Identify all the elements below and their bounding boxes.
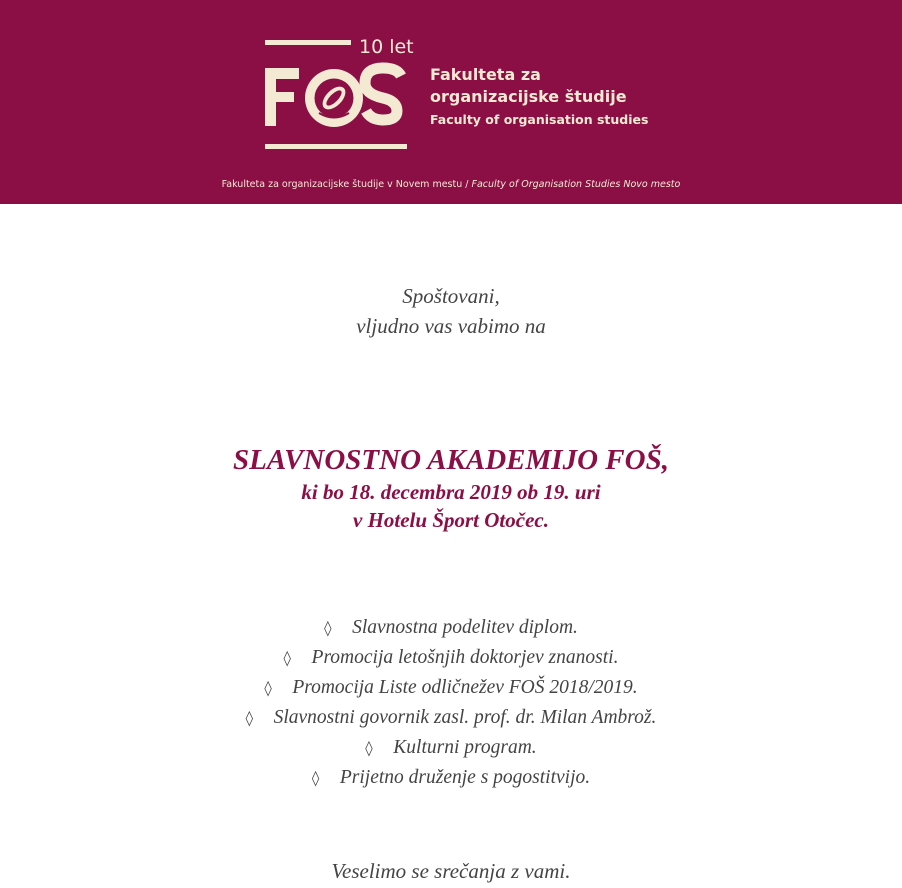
diamond-bullet-icon: ◊ xyxy=(264,679,272,697)
logo-top-rule xyxy=(265,40,351,45)
fos-logo xyxy=(265,36,685,155)
logo-bottom-rule xyxy=(265,144,407,149)
list-item xyxy=(0,673,902,703)
anniversary-label: 10 let xyxy=(359,36,414,58)
event-title: SLAVNOSTNO AKADEMIJO FOŠ, xyxy=(233,444,669,476)
list-item xyxy=(0,763,902,793)
event-announcement xyxy=(0,442,902,534)
greeting-invitation: vljudno vas vabimo na xyxy=(356,314,546,338)
greeting xyxy=(0,281,902,341)
header-subtitle-slovene: Fakulteta za organizacijske študije v Novem mestu / xyxy=(221,179,469,190)
faculty-name-english: Faculty of organisation studies xyxy=(430,112,649,127)
program-item-text: Slavnostni govornik zasl. prof. dr. Milan Ambrož. xyxy=(273,707,657,728)
diamond-bullet-icon: ◊ xyxy=(324,619,332,637)
program-item-text: Slavnostna podelitev diplom. xyxy=(352,617,578,638)
program-item-text: Kulturni program. xyxy=(393,737,537,758)
event-date: ki bo 18. decembra 2019 ob 19. uri xyxy=(301,480,601,504)
greeting-salutation: Spoštovani, xyxy=(402,284,500,308)
list-item xyxy=(0,613,902,643)
fos-logo-mark-icon xyxy=(263,62,413,132)
header-subtitle xyxy=(0,178,902,192)
event-venue: v Hotelu Šport Otočec. xyxy=(353,508,549,532)
diamond-bullet-icon: ◊ xyxy=(365,739,373,757)
program-item-text: Promocija letošnjih doktorjev znanosti. xyxy=(311,647,619,668)
faculty-name-line2: organizacijske študije xyxy=(430,87,627,106)
list-item xyxy=(0,643,902,673)
closing-line: Veselimo se srečanja z vami. xyxy=(331,859,571,883)
program-list xyxy=(0,613,902,793)
program-item-text: Prijetno druženje s pogostitvijo. xyxy=(339,767,591,788)
header-subtitle-english: Faculty of Organisation Studies Novo mesto xyxy=(471,179,681,190)
program-item-text: Promocija Liste odličnežev FOŠ 2018/2019. xyxy=(292,677,638,698)
header-banner xyxy=(0,0,902,204)
diamond-bullet-icon: ◊ xyxy=(311,769,320,787)
diamond-bullet-icon: ◊ xyxy=(245,709,254,727)
faculty-name-line1: Fakulteta za xyxy=(430,65,541,84)
diamond-bullet-icon: ◊ xyxy=(283,649,291,667)
list-item xyxy=(0,733,902,763)
list-item xyxy=(0,703,902,733)
faculty-name xyxy=(430,64,648,131)
